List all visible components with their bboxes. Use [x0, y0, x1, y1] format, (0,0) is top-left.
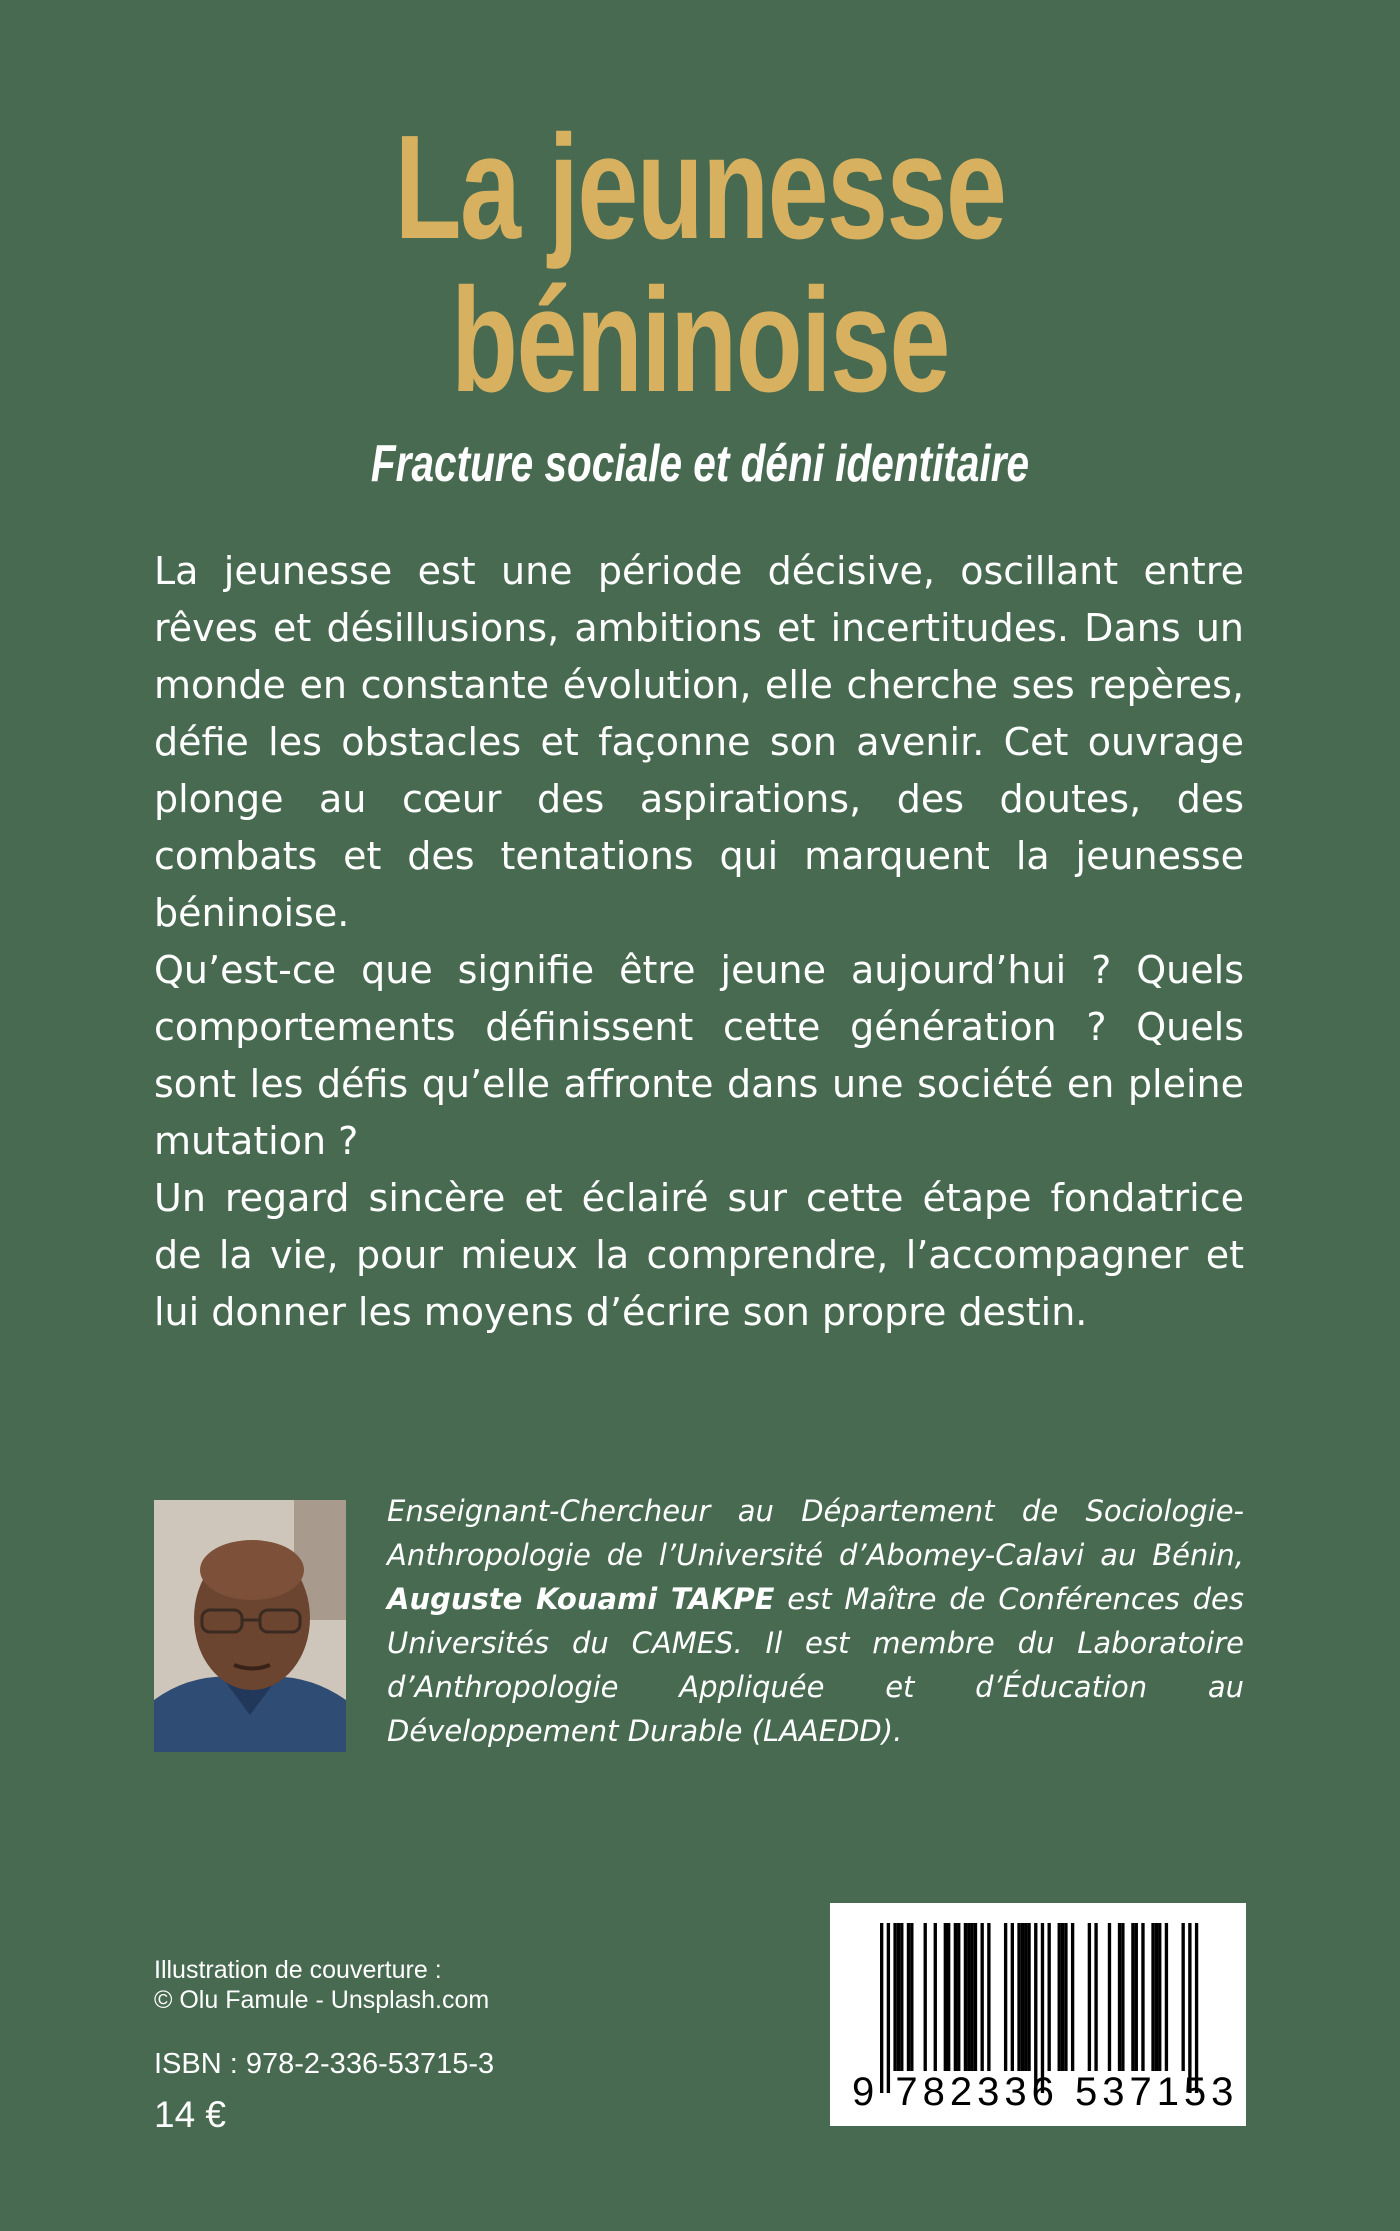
barcode-bar — [1158, 1923, 1161, 2071]
barcode-bar — [1071, 1923, 1074, 2071]
barcode-bar — [957, 1923, 960, 2071]
credit-label: Illustration de couverture : — [154, 1956, 442, 1984]
barcode-bar — [1027, 1923, 1030, 2071]
barcode-bar — [887, 1923, 890, 2093]
barcode-bar — [1004, 1923, 1007, 2071]
summary-paragraph-1: La jeunesse est une période décisive, oscillant entre rêves et désillusions, ambitions et incertitudes. Dans un monde en constante évolution, elle cherche ses repères, défie les obstacles et façonne son avenir. Cet ouvrage plonge au cœur des aspirations, des doutes, des combats et des tentations qui marquent la jeunesse béninoise. — [154, 549, 1244, 935]
barcode-bar — [880, 1923, 883, 2093]
barcode-bar — [900, 1923, 903, 2071]
summary-paragraph-3: Un regard sincère et éclairé sur cette étape fondatrice de la vie, pour mieux la comprendre, l’accompagner et lui donner les moyens d’écrire son propre destin. — [154, 1176, 1244, 1334]
author-name: Auguste Kouami TAKPE — [387, 1582, 775, 1616]
barcode-bar — [1061, 1923, 1064, 2071]
barcode-bar — [954, 1923, 957, 2071]
price-text: 14 € — [154, 2094, 227, 2135]
barcode-bar — [1011, 1923, 1014, 2071]
barcode-bar — [1135, 1923, 1138, 2071]
barcode-bar — [1188, 1923, 1191, 2093]
barcode-bar — [944, 1923, 947, 2071]
barcode-bar — [1024, 1923, 1027, 2071]
barcode-bar — [967, 1923, 970, 2071]
barcode-bar — [1195, 1923, 1198, 2093]
barcode-bar — [1165, 1923, 1168, 2071]
barcode-bar — [974, 1923, 977, 2071]
barcode-bar — [1108, 1923, 1111, 2071]
barcode-bar — [1041, 1923, 1044, 2093]
barcode-bar — [987, 1923, 990, 2071]
author-bio-before: Enseignant-Chercheur au Département de Sociologie-Anthropologie de l’Université d’Abomey-Calavi au Bénin, — [387, 1494, 1244, 1572]
barcode-bar — [1151, 1923, 1154, 2071]
credit-source: © Olu Famule - Unsplash.com — [154, 1986, 490, 2014]
book-subtitle: Fracture sociale et déni identitaire — [370, 435, 1030, 493]
barcode-bar — [1094, 1923, 1097, 2071]
barcode-bar — [1058, 1923, 1061, 2071]
barcode-bar — [1131, 1923, 1134, 2071]
author-photo — [154, 1500, 346, 1752]
book-title-line-2: béninoise — [451, 258, 949, 423]
barcode-bar — [893, 1923, 896, 2071]
barcode-bar — [910, 1923, 913, 2071]
barcode-bar — [970, 1923, 973, 2071]
barcode-bar — [1021, 1923, 1024, 2071]
barcode-bar — [907, 1923, 910, 2071]
barcode-bar — [1141, 1923, 1144, 2071]
cover-credit — [154, 1955, 489, 2015]
barcode-bar — [924, 1923, 927, 2071]
summary-paragraph-2: Qu’est-ce que signifie être jeune aujourd’hui ? Quels comportements définissent cette génération ? Quels sont les défis qu’elle affronte dans une société en pleine mutation ? — [154, 948, 1244, 1163]
barcode-bar — [1118, 1923, 1121, 2071]
barcode-bar — [934, 1923, 937, 2071]
author-bio-after: est Maître de Conférences des Universités du CAMES. Il est membre du Laboratoire d’Anthropologie Appliquée et d’Éducation au Développement Durable (LAAEDD). — [387, 1582, 1245, 1748]
barcode-bar — [981, 1923, 984, 2071]
barcode-digits: 9 782336 537153 — [852, 2070, 1239, 2114]
barcode-bar — [1121, 1923, 1124, 2071]
barcode-bar — [1048, 1923, 1051, 2071]
barcode-bar — [947, 1923, 950, 2071]
barcode-bar — [964, 1923, 967, 2071]
barcode-bar — [1017, 1923, 1020, 2071]
barcode-bar — [1155, 1923, 1158, 2071]
barcode-bar — [897, 1923, 900, 2071]
barcode-bar — [1034, 1923, 1037, 2093]
summary-text — [154, 543, 1244, 1341]
barcode-bar — [1088, 1923, 1091, 2071]
book-title-line-1: La jeunesse — [394, 105, 1006, 270]
barcode-bar — [1064, 1923, 1067, 2071]
author-bio — [387, 1489, 1244, 1753]
isbn-text: ISBN : 978-2-336-53715-3 — [154, 2048, 495, 2080]
barcode-bar — [1182, 1923, 1185, 2071]
barcode — [830, 1903, 1246, 2126]
